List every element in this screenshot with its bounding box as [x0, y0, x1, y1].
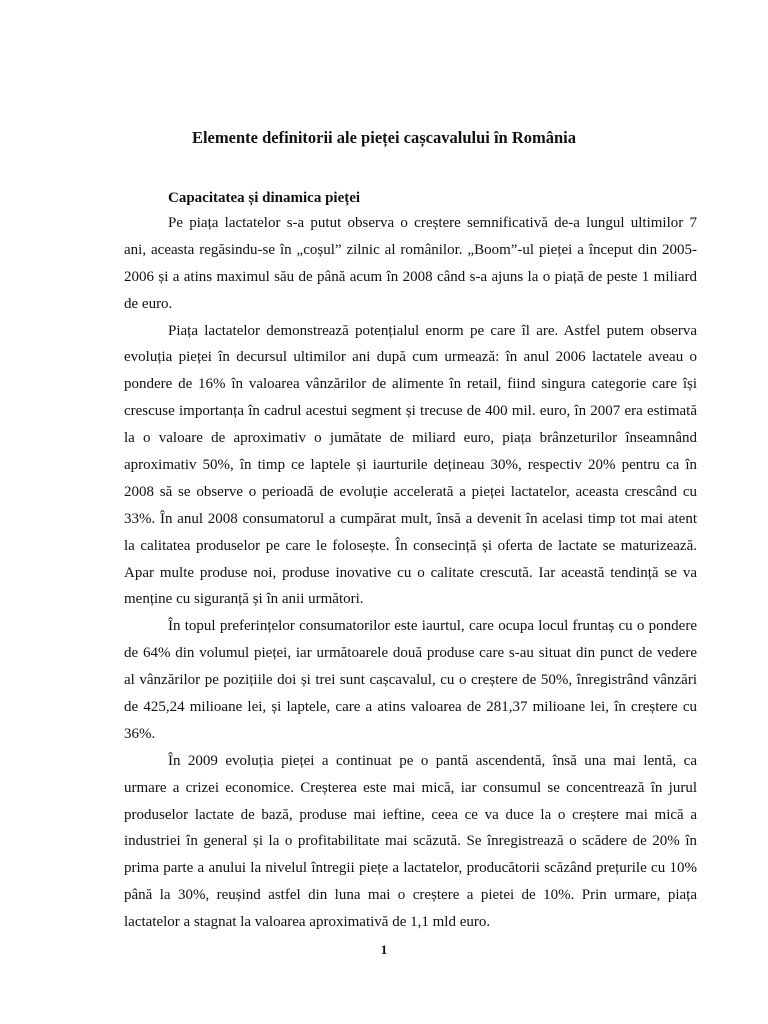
paragraph-line: industriei în general și la o profitabilitate mai scăzută. Se înregistrează o scădere de 20% în: [124, 833, 697, 850]
paragraph-line: până la 30%, reușind astfel din luna mai o creștere a pietei de 10%. Prin urmare, piața: [124, 887, 697, 904]
paragraph-line: 2008 să se observe o perioadă de evoluție accelerată a pieței lactatelor, aceasta crescând cu: [124, 483, 697, 500]
paragraph-line: În 2009 evoluția pieței a continuat pe o pantă ascendentă, însă una mai lentă, ca: [168, 752, 697, 769]
paragraph-line: de 64% din volumul pieței, iar următoarele două produse care s-au situat din punct de vedere: [124, 645, 697, 662]
body-text: [124, 210, 697, 936]
paragraph-line: pondere de 16% în valoarea vânzărilor de alimente în retail, fiind singura categorie care își: [124, 376, 697, 393]
paragraph-line: produselor lactate de bază, produse mai ieftine, ceea ce va duce la o creștere mai mică a: [124, 806, 697, 823]
paragraph-line: 2006 și a atins maximul său de până acum în 2008 când s-a ajuns la o piață de peste 1 miliard: [124, 268, 697, 285]
paragraph-line: de euro.: [124, 295, 173, 312]
paragraph-line: crescuse importanța în cadrul acestui segment și trecuse de 400 mil. euro, în 2007 era estimată: [124, 403, 697, 420]
paragraph: [124, 748, 697, 936]
paragraph: [124, 613, 697, 747]
paragraph-line: al vânzărilor pe pozițiile doi și trei sunt cașcavalul, cu o creștere de 50%, înregistrând vânzări: [124, 672, 697, 689]
paragraph: [124, 318, 697, 614]
paragraph-line: 33%. În anul 2008 consumatorul a cumpărat mult, însă a devenit în acelasi timp tot mai atent: [124, 510, 697, 527]
paragraph-line: lactatelor a stagnat la valoarea aproximativă de 1,1 mld euro.: [124, 914, 491, 931]
page-number: 1: [380, 942, 388, 957]
paragraph-line: la calitatea produselor pe care le folosește. În consecință și oferta de lactate se maturizează.: [124, 537, 697, 554]
section-heading: Capacitatea și dinamica pieței: [168, 190, 361, 206]
paragraph-line: menține cu siguranță și în anii următori.: [124, 591, 364, 608]
paragraph-line: la o valoare de aproximativ o jumătate de miliard euro, piața brânzeturilor înseamnând: [124, 430, 697, 447]
paragraph-line: aproximativ 50%, în timp ce laptele și iaurturile dețineau 30%, respectiv 20% pentru ca în: [124, 457, 697, 474]
paragraph: [124, 210, 697, 318]
paragraph-line: În topul preferințelor consumatorilor este iaurtul, care ocupa locul fruntaș cu o pondere: [168, 618, 697, 635]
paragraph-line: 36%.: [124, 725, 156, 742]
paragraph-line: Apar multe produse noi, produse inovative cu o calitate crescută. Iar această tendință se va: [124, 564, 697, 581]
paragraph-line: Pe piața lactatelor s-a putut observa o creștere semnificativă de-a lungul ultimilor 7: [168, 215, 697, 231]
paragraph-line: evoluția pieței în decursul ultimilor ani după cum urmează: în anul 2006 lactatele aveau o: [124, 349, 697, 366]
paragraph-line: Piața lactatelor demonstrează potențialul enorm pe care îl are. Astfel putem observa: [168, 322, 697, 339]
paragraph-line: ani, aceasta regăsindu-se în „coșul” zilnic al românilor. „Boom”-ul pieței a început din 2005-: [124, 241, 697, 258]
paragraph-line: urmare a crizei economice. Creșterea este mai mică, iar consumul se concentrează în jurul: [124, 779, 697, 796]
paragraph-line: de 425,24 milioane lei, și laptele, care a atins valoarea de 281,37 milioane lei, în creștere cu: [124, 699, 697, 716]
paragraph-line: prima parte a anului la nivelul întregii piețe a lactatelor, producătorii scăzând prețurile cu 10%: [124, 860, 697, 877]
page-title: Elemente definitorii ale pieței cașcavalului în România: [191, 128, 577, 147]
